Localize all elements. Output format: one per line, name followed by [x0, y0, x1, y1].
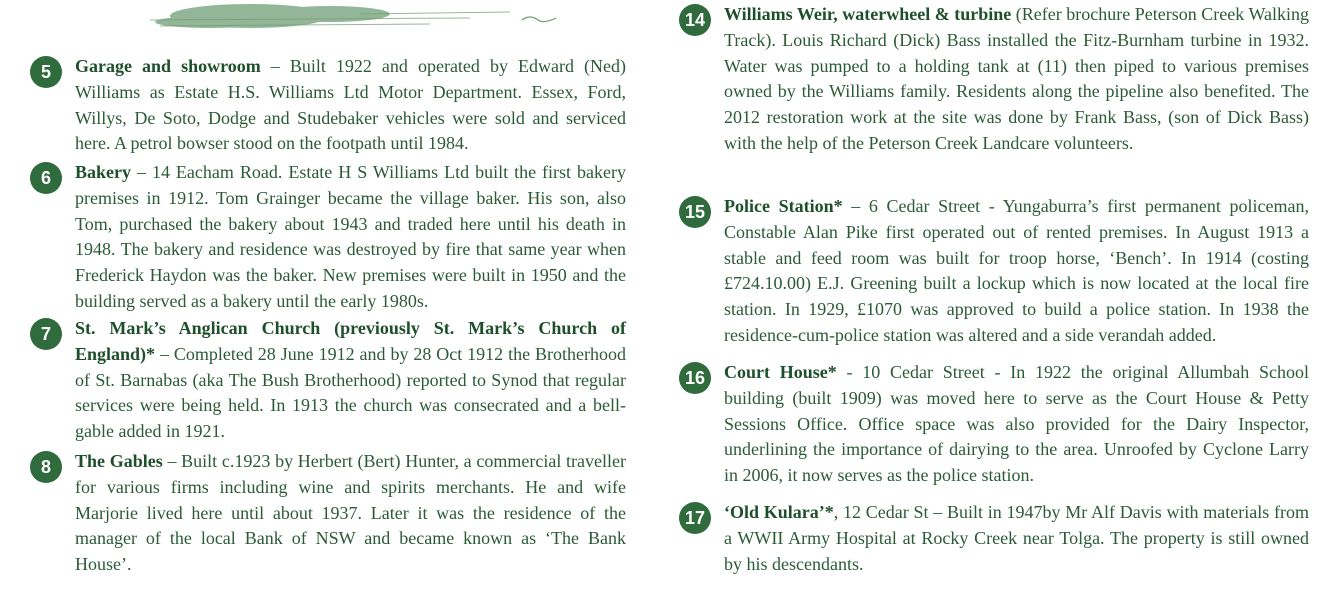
entry-number-badge: 8 — [30, 451, 62, 483]
entry-text — [75, 316, 626, 445]
entry-title: St. Mark’s Anglican Church (previously St. Mark’s Church of England)* — [75, 318, 626, 364]
entry-body: – Built c.1923 by Herbert (Bert) Hunter, a commercial traveller for various firms including wine and spirits merchants. He and wife Marjorie lived here until about 1937. Later it was the residence of the manager of the local Bank of NSW and became known as ‘The Bank House’. — [75, 451, 627, 575]
entry-number-badge: 17 — [679, 502, 711, 534]
entry-title: Garage and showroom — [75, 56, 261, 76]
entry-text — [724, 500, 1309, 577]
entry-7 — [30, 316, 626, 445]
entry-body: , 12 Cedar St – Built in 1947by Mr Alf Davis with materials from a WWII Army Hospital at Rocky Creek near Tolga. The property is still owned by his descendants. — [724, 502, 1309, 574]
landscape-sketch-illustration — [130, 0, 570, 38]
entry-body: – 6 Cedar Street - Yungaburra’s first permanent policeman, Constable Alan Pike first operated out of rented premises. In August 1913 a stable and feed room was built for troop horse, ‘Bench’. In 1914 (costing £724.10.00) E.J. Greening built a lockup which is now located at the local fire station. In 1929, £1070 was approved to build a police station. In 1938 the residence-cum-police station was altered and a side verandah added. — [724, 196, 1309, 345]
entry-text — [75, 449, 626, 578]
entry-title: ‘Old Kulara’* — [724, 502, 834, 522]
entry-body: – 14 Eacham Road. Estate H S Williams Ltd built the first bakery premises in 1912. Tom Grainger became the village baker. His son, also Tom, purchased the bakery about 1943 and traded here until his death in 1948. The bakery and residence was destroyed by fire that same year when Frederick Haydon was the baker. New premises were built in 1950 and the building served as a bakery until the early 1980s. — [75, 162, 626, 311]
entry-title: Bakery — [75, 162, 131, 182]
entry-number-badge: 15 — [679, 196, 711, 228]
entry-number-badge: 7 — [30, 318, 62, 350]
entry-5 — [30, 54, 626, 157]
entry-text — [724, 194, 1309, 349]
entry-body: – Completed 28 June 1912 and by 28 Oct 1912 the Brotherhood of St. Barnabas (aka The Bush Brotherhood) reported to Synod that regular services were being held. In 1913 the church was consecrated and a bell-gable added in 1921. — [75, 343, 626, 442]
entry-title: Court House* — [724, 362, 837, 382]
entry-body: - 10 Cedar Street - In 1922 the original Allumbah School building (built 1909) was moved here to serve as the Court House & Petty Sessions Office. Office space was also provided for the Dairy Inspector, underlining the importance of dairying to the area. Unroofed by Cyclone Larry in 2006, it now serves as the police station. — [724, 362, 1310, 486]
entry-text — [724, 2, 1309, 157]
entry-16 — [679, 360, 1309, 489]
entry-8 — [30, 449, 626, 578]
entry-number-badge: 16 — [679, 362, 711, 394]
entry-14 — [679, 2, 1309, 157]
entry-text — [75, 160, 626, 315]
entry-number-badge: 6 — [30, 162, 62, 194]
entry-number-badge: 14 — [679, 4, 711, 36]
entry-body: (Refer brochure Peterson Creek Walking Track). Louis Richard (Dick) Bass installed the Fitz-Burnham turbine in 1932. Water was pumped to a holding tank at (11) then piped to various premises owned by the Williams family. Residents along the pipeline also benefited. The 2012 restoration work at the site was done by Frank Bass, (son of Dick Bass) with the help of the Peterson Creek Landcare volunteers. — [724, 4, 1309, 153]
entry-6 — [30, 160, 626, 315]
entry-text — [724, 360, 1309, 489]
entry-17 — [679, 500, 1309, 577]
entry-title: Police Station* — [724, 196, 843, 216]
entry-body: – Built 1922 and operated by Edward (Ned) Williams as Estate H.S. Williams Ltd Motor Department. Essex, Ford, Willys, De Soto, Dodge and Studebaker vehicles were sold and serviced here. A petrol bowser stood on the footpath until 1984. — [75, 56, 626, 154]
entry-title: Williams Weir, waterwheel & turbine — [724, 4, 1012, 24]
entry-title: The Gables — [75, 451, 163, 471]
entry-text — [75, 54, 626, 157]
entry-15 — [679, 194, 1309, 349]
entry-number-badge: 5 — [30, 56, 62, 88]
